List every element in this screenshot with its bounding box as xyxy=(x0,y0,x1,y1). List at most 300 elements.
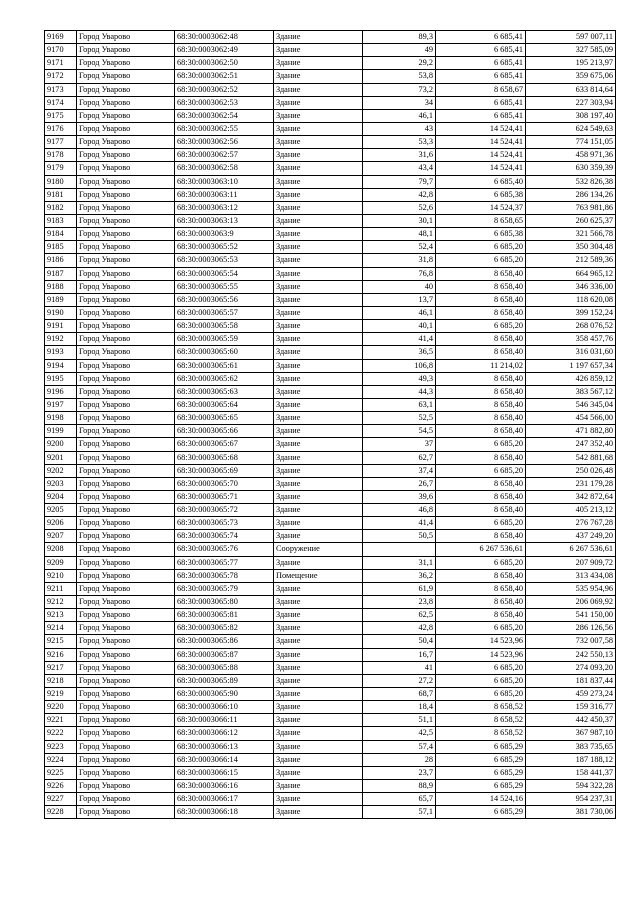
locality-cell: Город Уварово xyxy=(77,201,175,214)
cadastral-number-cell: 68:30:0003062:54 xyxy=(175,109,274,122)
locality-cell: Город Уварово xyxy=(77,648,175,661)
specific-value-cell: 8 658,40 xyxy=(436,490,526,503)
table-row xyxy=(45,136,616,149)
area-cell: 51,1 xyxy=(363,714,436,727)
area-cell: 40,1 xyxy=(363,320,436,333)
cadastral-number-cell: 68:30:0003065:63 xyxy=(175,385,274,398)
cadastral-value-cell: 367 987,10 xyxy=(526,727,616,740)
cadastral-number-cell: 68:30:0003065:54 xyxy=(175,267,274,280)
object-type-cell: Здание xyxy=(274,582,363,595)
row-number-cell: 9174 xyxy=(45,96,77,109)
cadastral-value-cell: 260 625,37 xyxy=(526,214,616,227)
locality-cell: Город Уварово xyxy=(77,490,175,503)
table-row xyxy=(45,701,616,714)
locality-cell: Город Уварово xyxy=(77,596,175,609)
cadastral-value-cell: 181 837,44 xyxy=(526,674,616,687)
object-type-cell: Здание xyxy=(274,83,363,96)
locality-cell: Город Уварово xyxy=(77,122,175,135)
area-cell: 31,6 xyxy=(363,149,436,162)
locality-cell: Город Уварово xyxy=(77,780,175,793)
row-number-cell: 9169 xyxy=(45,31,77,44)
cadastral-value-cell: 276 767,28 xyxy=(526,517,616,530)
object-type-cell: Здание xyxy=(274,451,363,464)
area-cell: 53,3 xyxy=(363,136,436,149)
cadastral-number-cell: 68:30:0003065:73 xyxy=(175,517,274,530)
table-row xyxy=(45,412,616,425)
table-row xyxy=(45,162,616,175)
specific-value-cell: 6 685,29 xyxy=(436,780,526,793)
table-row xyxy=(45,188,616,201)
area-cell: 13,7 xyxy=(363,293,436,306)
area-cell: 31,8 xyxy=(363,254,436,267)
row-number-cell: 9207 xyxy=(45,530,77,543)
object-type-cell: Здание xyxy=(274,188,363,201)
specific-value-cell: 6 685,38 xyxy=(436,188,526,201)
table-row xyxy=(45,306,616,319)
object-type-cell: Здание xyxy=(274,648,363,661)
cadastral-value-cell: 207 909,72 xyxy=(526,556,616,569)
locality-cell: Город Уварово xyxy=(77,293,175,306)
locality-cell: Город Уварово xyxy=(77,31,175,44)
row-number-cell: 9201 xyxy=(45,451,77,464)
table-row xyxy=(45,214,616,227)
locality-cell: Город Уварово xyxy=(77,333,175,346)
locality-cell: Город Уварово xyxy=(77,280,175,293)
table-row xyxy=(45,661,616,674)
row-number-cell: 9218 xyxy=(45,674,77,687)
object-type-cell: Здание xyxy=(274,661,363,674)
object-type-cell: Здание xyxy=(274,556,363,569)
table-row xyxy=(45,622,616,635)
object-type-cell: Здание xyxy=(274,175,363,188)
cadastral-number-cell: 68:30:0003066:14 xyxy=(175,753,274,766)
table-row xyxy=(45,228,616,241)
locality-cell: Город Уварово xyxy=(77,609,175,622)
cadastral-value-cell: 308 197,40 xyxy=(526,109,616,122)
locality-cell: Город Уварово xyxy=(77,372,175,385)
area-cell: 54,5 xyxy=(363,425,436,438)
table-body xyxy=(45,31,616,819)
row-number-cell: 9186 xyxy=(45,254,77,267)
area-cell: 46,8 xyxy=(363,504,436,517)
specific-value-cell: 8 658,65 xyxy=(436,214,526,227)
table-row xyxy=(45,372,616,385)
area-cell: 52,6 xyxy=(363,201,436,214)
row-number-cell: 9220 xyxy=(45,701,77,714)
locality-cell: Город Уварово xyxy=(77,96,175,109)
table-row xyxy=(45,385,616,398)
object-type-cell: Здание xyxy=(274,464,363,477)
cadastral-value-cell: 774 151,05 xyxy=(526,136,616,149)
object-type-cell: Здание xyxy=(274,136,363,149)
object-type-cell: Здание xyxy=(274,109,363,122)
row-number-cell: 9177 xyxy=(45,136,77,149)
table-row xyxy=(45,241,616,254)
specific-value-cell: 8 658,40 xyxy=(436,477,526,490)
object-type-cell: Помещение xyxy=(274,569,363,582)
cadastral-value-cell: 342 872,64 xyxy=(526,490,616,503)
table-row xyxy=(45,254,616,267)
table-row xyxy=(45,556,616,569)
locality-cell: Город Уварово xyxy=(77,543,175,556)
specific-value-cell: 6 685,29 xyxy=(436,806,526,819)
object-type-cell: Здание xyxy=(274,44,363,57)
cadastral-number-cell: 68:30:0003062:57 xyxy=(175,149,274,162)
specific-value-cell: 8 658,40 xyxy=(436,293,526,306)
cadastral-number-cell: 68:30:0003062:55 xyxy=(175,122,274,135)
cadastral-number-cell: 68:30:0003062:53 xyxy=(175,96,274,109)
row-number-cell: 9223 xyxy=(45,740,77,753)
table-row xyxy=(45,504,616,517)
area-cell: 41,4 xyxy=(363,333,436,346)
cadastral-value-cell: 399 152,24 xyxy=(526,306,616,319)
locality-cell: Город Уварово xyxy=(77,162,175,175)
specific-value-cell: 8 658,52 xyxy=(436,727,526,740)
cadastral-value-cell: 195 213,97 xyxy=(526,57,616,70)
row-number-cell: 9225 xyxy=(45,766,77,779)
cadastral-value-cell: 286 134,26 xyxy=(526,188,616,201)
specific-value-cell: 14 524,37 xyxy=(436,201,526,214)
specific-value-cell: 6 685,41 xyxy=(436,31,526,44)
specific-value-cell: 8 658,40 xyxy=(436,385,526,398)
locality-cell: Город Уварово xyxy=(77,241,175,254)
object-type-cell: Здание xyxy=(274,385,363,398)
locality-cell: Город Уварово xyxy=(77,727,175,740)
locality-cell: Город Уварово xyxy=(77,674,175,687)
row-number-cell: 9199 xyxy=(45,425,77,438)
area-cell: 37,4 xyxy=(363,464,436,477)
cadastral-value-table xyxy=(44,30,616,819)
table-row xyxy=(45,96,616,109)
locality-cell: Город Уварово xyxy=(77,806,175,819)
table-row xyxy=(45,201,616,214)
object-type-cell: Здание xyxy=(274,753,363,766)
locality-cell: Город Уварово xyxy=(77,766,175,779)
table-row xyxy=(45,359,616,372)
locality-cell: Город Уварово xyxy=(77,254,175,267)
locality-cell: Город Уварово xyxy=(77,346,175,359)
table-row xyxy=(45,280,616,293)
cadastral-number-cell: 68:30:0003065:59 xyxy=(175,333,274,346)
specific-value-cell: 14 524,41 xyxy=(436,136,526,149)
object-type-cell: Здание xyxy=(274,727,363,740)
area-cell: 42,5 xyxy=(363,727,436,740)
cadastral-number-cell: 68:30:0003066:11 xyxy=(175,714,274,727)
locality-cell: Город Уварово xyxy=(77,464,175,477)
cadastral-number-cell: 68:30:0003065:56 xyxy=(175,293,274,306)
cadastral-number-cell: 68:30:0003065:65 xyxy=(175,412,274,425)
specific-value-cell: 6 685,41 xyxy=(436,96,526,109)
cadastral-value-cell: 732 007,58 xyxy=(526,635,616,648)
row-number-cell: 9214 xyxy=(45,622,77,635)
locality-cell: Город Уварово xyxy=(77,451,175,464)
object-type-cell: Здание xyxy=(274,228,363,241)
table-row xyxy=(45,31,616,44)
area-cell: 53,8 xyxy=(363,70,436,83)
table-row xyxy=(45,582,616,595)
cadastral-value-cell: 206 069,92 xyxy=(526,596,616,609)
cadastral-value-cell: 227 303,94 xyxy=(526,96,616,109)
cadastral-value-cell: 242 550,13 xyxy=(526,648,616,661)
specific-value-cell: 6 685,20 xyxy=(436,517,526,530)
cadastral-number-cell: 68:30:0003065:82 xyxy=(175,622,274,635)
cadastral-value-cell: 664 965,12 xyxy=(526,267,616,280)
cadastral-value-cell: 624 549,63 xyxy=(526,122,616,135)
object-type-cell: Здание xyxy=(274,688,363,701)
area-cell: 42,8 xyxy=(363,622,436,635)
table-row xyxy=(45,714,616,727)
table-row xyxy=(45,57,616,70)
cadastral-number-cell: 68:30:0003066:10 xyxy=(175,701,274,714)
row-number-cell: 9217 xyxy=(45,661,77,674)
area-cell: 39,6 xyxy=(363,490,436,503)
specific-value-cell: 8 658,40 xyxy=(436,569,526,582)
specific-value-cell: 6 685,41 xyxy=(436,70,526,83)
cadastral-value-cell: 327 585,09 xyxy=(526,44,616,57)
specific-value-cell: 8 658,40 xyxy=(436,530,526,543)
object-type-cell: Здание xyxy=(274,267,363,280)
object-type-cell: Здание xyxy=(274,359,363,372)
object-type-cell: Здание xyxy=(274,740,363,753)
cadastral-number-cell: 68:30:0003066:17 xyxy=(175,793,274,806)
table-row xyxy=(45,806,616,819)
object-type-cell: Здание xyxy=(274,254,363,267)
cadastral-number-cell: 68:30:0003065:74 xyxy=(175,530,274,543)
specific-value-cell: 6 685,20 xyxy=(436,688,526,701)
object-type-cell: Здание xyxy=(274,96,363,109)
area-cell: 36,5 xyxy=(363,346,436,359)
cadastral-value-cell: 1 197 657,34 xyxy=(526,359,616,372)
locality-cell: Город Уварово xyxy=(77,556,175,569)
row-number-cell: 9179 xyxy=(45,162,77,175)
row-number-cell: 9200 xyxy=(45,438,77,451)
cadastral-value-cell: 532 826,38 xyxy=(526,175,616,188)
specific-value-cell: 6 685,20 xyxy=(436,254,526,267)
table-row xyxy=(45,740,616,753)
row-number-cell: 9181 xyxy=(45,188,77,201)
cadastral-number-cell: 68:30:0003065:90 xyxy=(175,688,274,701)
row-number-cell: 9182 xyxy=(45,201,77,214)
row-number-cell: 9196 xyxy=(45,385,77,398)
object-type-cell: Здание xyxy=(274,149,363,162)
table-row xyxy=(45,109,616,122)
specific-value-cell: 14 524,41 xyxy=(436,122,526,135)
locality-cell: Город Уварово xyxy=(77,661,175,674)
cadastral-number-cell: 68:30:0003062:56 xyxy=(175,136,274,149)
specific-value-cell: 14 524,16 xyxy=(436,793,526,806)
row-number-cell: 9209 xyxy=(45,556,77,569)
row-number-cell: 9176 xyxy=(45,122,77,135)
cadastral-value-cell: 231 179,28 xyxy=(526,477,616,490)
cadastral-number-cell: 68:30:0003065:79 xyxy=(175,582,274,595)
table-row xyxy=(45,596,616,609)
cadastral-number-cell: 68:30:0003065:76 xyxy=(175,543,274,556)
specific-value-cell: 6 685,20 xyxy=(436,464,526,477)
document-page xyxy=(44,30,615,819)
area-cell: 34 xyxy=(363,96,436,109)
object-type-cell: Здание xyxy=(274,346,363,359)
cadastral-value-cell: 426 859,12 xyxy=(526,372,616,385)
cadastral-value-cell: 383 567,12 xyxy=(526,385,616,398)
object-type-cell: Здание xyxy=(274,517,363,530)
object-type-cell: Здание xyxy=(274,162,363,175)
table-row xyxy=(45,398,616,411)
cadastral-number-cell: 68:30:0003065:69 xyxy=(175,464,274,477)
cadastral-value-cell: 118 620,08 xyxy=(526,293,616,306)
locality-cell: Город Уварово xyxy=(77,70,175,83)
area-cell: 28 xyxy=(363,753,436,766)
table-row xyxy=(45,175,616,188)
row-number-cell: 9187 xyxy=(45,267,77,280)
locality-cell: Город Уварово xyxy=(77,714,175,727)
cadastral-number-cell: 68:30:0003065:78 xyxy=(175,569,274,582)
row-number-cell: 9208 xyxy=(45,543,77,556)
table-row xyxy=(45,753,616,766)
object-type-cell: Здание xyxy=(274,793,363,806)
table-row xyxy=(45,688,616,701)
row-number-cell: 9213 xyxy=(45,609,77,622)
cadastral-number-cell: 68:30:0003062:50 xyxy=(175,57,274,70)
area-cell: 50,4 xyxy=(363,635,436,648)
cadastral-number-cell: 68:30:0003062:51 xyxy=(175,70,274,83)
area-cell: 62,5 xyxy=(363,609,436,622)
row-number-cell: 9226 xyxy=(45,780,77,793)
cadastral-number-cell: 68:30:0003065:86 xyxy=(175,635,274,648)
specific-value-cell: 8 658,40 xyxy=(436,306,526,319)
row-number-cell: 9212 xyxy=(45,596,77,609)
locality-cell: Город Уварово xyxy=(77,504,175,517)
object-type-cell: Сооружение xyxy=(274,543,363,556)
locality-cell: Город Уварово xyxy=(77,688,175,701)
area-cell: 52,5 xyxy=(363,412,436,425)
cadastral-value-cell: 405 213,12 xyxy=(526,504,616,517)
area-cell xyxy=(363,543,436,556)
area-cell: 36,2 xyxy=(363,569,436,582)
object-type-cell: Здание xyxy=(274,780,363,793)
specific-value-cell: 8 658,40 xyxy=(436,596,526,609)
cadastral-number-cell: 68:30:0003065:61 xyxy=(175,359,274,372)
row-number-cell: 9197 xyxy=(45,398,77,411)
table-row xyxy=(45,83,616,96)
area-cell: 89,3 xyxy=(363,31,436,44)
cadastral-number-cell: 68:30:0003065:88 xyxy=(175,661,274,674)
cadastral-number-cell: 68:30:0003065:55 xyxy=(175,280,274,293)
cadastral-number-cell: 68:30:0003065:60 xyxy=(175,346,274,359)
table-row xyxy=(45,780,616,793)
row-number-cell: 9195 xyxy=(45,372,77,385)
cadastral-number-cell: 68:30:0003065:58 xyxy=(175,320,274,333)
row-number-cell: 9191 xyxy=(45,320,77,333)
area-cell: 49 xyxy=(363,44,436,57)
cadastral-value-cell: 437 249,20 xyxy=(526,530,616,543)
specific-value-cell: 8 658,40 xyxy=(436,451,526,464)
object-type-cell: Здание xyxy=(274,122,363,135)
specific-value-cell: 8 658,40 xyxy=(436,267,526,280)
cadastral-value-cell: 630 359,39 xyxy=(526,162,616,175)
object-type-cell: Здание xyxy=(274,635,363,648)
row-number-cell: 9198 xyxy=(45,412,77,425)
cadastral-value-cell: 633 814,64 xyxy=(526,83,616,96)
row-number-cell: 9216 xyxy=(45,648,77,661)
row-number-cell: 9221 xyxy=(45,714,77,727)
specific-value-cell: 8 658,40 xyxy=(436,504,526,517)
specific-value-cell: 6 685,20 xyxy=(436,241,526,254)
cadastral-number-cell: 68:30:0003063:10 xyxy=(175,175,274,188)
cadastral-value-cell: 187 188,12 xyxy=(526,753,616,766)
object-type-cell: Здание xyxy=(274,596,363,609)
table-row xyxy=(45,70,616,83)
area-cell: 76,8 xyxy=(363,267,436,280)
cadastral-number-cell: 68:30:0003062:52 xyxy=(175,83,274,96)
row-number-cell: 9184 xyxy=(45,228,77,241)
object-type-cell: Здание xyxy=(274,714,363,727)
object-type-cell: Здание xyxy=(274,70,363,83)
specific-value-cell: 6 685,20 xyxy=(436,674,526,687)
object-type-cell: Здание xyxy=(274,438,363,451)
object-type-cell: Здание xyxy=(274,241,363,254)
cadastral-value-cell: 535 954,96 xyxy=(526,582,616,595)
object-type-cell: Здание xyxy=(274,425,363,438)
cadastral-number-cell: 68:30:0003063:12 xyxy=(175,201,274,214)
row-number-cell: 9190 xyxy=(45,306,77,319)
row-number-cell: 9185 xyxy=(45,241,77,254)
area-cell: 23,7 xyxy=(363,766,436,779)
area-cell: 106,8 xyxy=(363,359,436,372)
row-number-cell: 9170 xyxy=(45,44,77,57)
cadastral-value-cell: 597 007,11 xyxy=(526,31,616,44)
area-cell: 57,1 xyxy=(363,806,436,819)
object-type-cell: Здание xyxy=(274,333,363,346)
table-row xyxy=(45,425,616,438)
specific-value-cell: 8 658,40 xyxy=(436,425,526,438)
cadastral-number-cell: 68:30:0003065:64 xyxy=(175,398,274,411)
cadastral-value-cell: 442 450,37 xyxy=(526,714,616,727)
cadastral-number-cell: 68:30:0003065:62 xyxy=(175,372,274,385)
locality-cell: Город Уварово xyxy=(77,320,175,333)
cadastral-number-cell: 68:30:0003066:15 xyxy=(175,766,274,779)
row-number-cell: 9206 xyxy=(45,517,77,530)
row-number-cell: 9172 xyxy=(45,70,77,83)
object-type-cell: Здание xyxy=(274,477,363,490)
cadastral-value-cell: 274 093,20 xyxy=(526,661,616,674)
object-type-cell: Здание xyxy=(274,398,363,411)
cadastral-number-cell: 68:30:0003065:52 xyxy=(175,241,274,254)
cadastral-number-cell: 68:30:0003066:13 xyxy=(175,740,274,753)
cadastral-value-cell: 763 981,86 xyxy=(526,201,616,214)
area-cell: 79,7 xyxy=(363,175,436,188)
area-cell: 42,8 xyxy=(363,188,436,201)
specific-value-cell: 14 524,41 xyxy=(436,162,526,175)
object-type-cell: Здание xyxy=(274,504,363,517)
specific-value-cell: 6 685,41 xyxy=(436,57,526,70)
locality-cell: Город Уварово xyxy=(77,438,175,451)
row-number-cell: 9173 xyxy=(45,83,77,96)
row-number-cell: 9224 xyxy=(45,753,77,766)
area-cell: 61,9 xyxy=(363,582,436,595)
table-row xyxy=(45,490,616,503)
area-cell: 41 xyxy=(363,661,436,674)
cadastral-value-cell: 250 026,48 xyxy=(526,464,616,477)
cadastral-value-cell: 594 322,28 xyxy=(526,780,616,793)
specific-value-cell: 6 685,41 xyxy=(436,44,526,57)
cadastral-value-cell: 247 352,40 xyxy=(526,438,616,451)
specific-value-cell: 8 658,40 xyxy=(436,609,526,622)
cadastral-number-cell: 68:30:0003065:57 xyxy=(175,306,274,319)
specific-value-cell: 8 658,52 xyxy=(436,714,526,727)
specific-value-cell: 14 524,41 xyxy=(436,149,526,162)
area-cell: 57,4 xyxy=(363,740,436,753)
area-cell: 26,7 xyxy=(363,477,436,490)
